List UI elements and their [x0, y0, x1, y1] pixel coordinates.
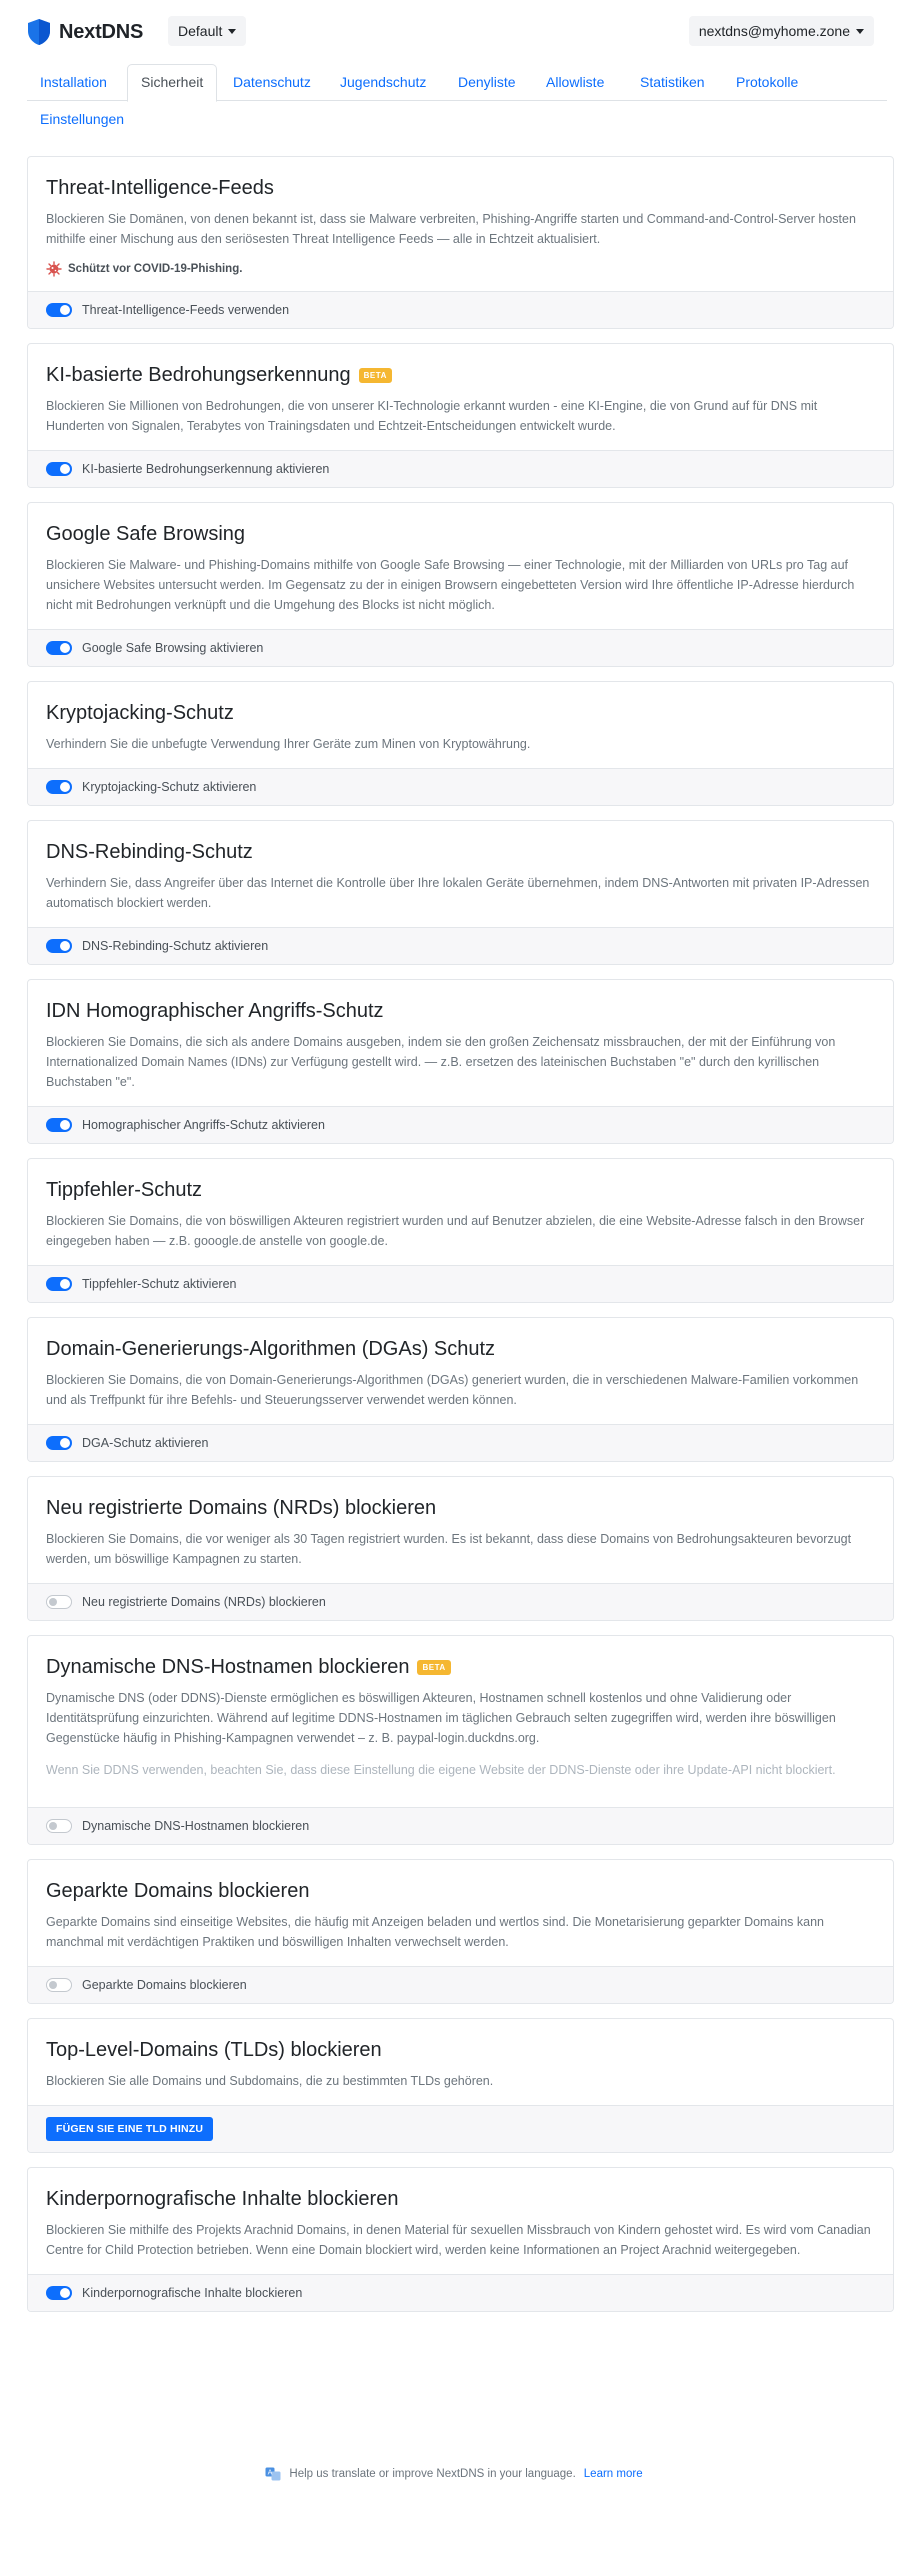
card-title: Kinderpornografische Inhalte blockieren — [46, 2187, 399, 2210]
tab-jugendschutz[interactable]: Jugendschutz — [340, 74, 427, 90]
card-title: Google Safe Browsing — [46, 523, 246, 545]
card-parked-domains — [27, 1859, 894, 2004]
security-settings — [27, 156, 894, 2312]
covid-note — [46, 261, 875, 277]
toggle-label: Kryptojacking-Schutz aktivieren — [82, 780, 257, 794]
card-footer — [28, 2105, 893, 2152]
tab-statistiken[interactable]: Statistiken — [640, 74, 705, 90]
cryptojacking-toggle[interactable] — [46, 780, 72, 794]
logo[interactable] — [27, 18, 143, 46]
tab-installation[interactable]: Installation — [40, 74, 107, 90]
typosquatting-toggle[interactable] — [46, 1277, 72, 1291]
card-tld-blocking — [27, 2018, 894, 2153]
tab-sicherheit[interactable]: Sicherheit — [127, 64, 217, 102]
toggle-label: DGA-Schutz aktivieren — [82, 1436, 209, 1450]
tab-datenschutz[interactable]: Datenschutz — [233, 74, 311, 90]
nrd-toggle[interactable] — [46, 1595, 72, 1609]
csam-toggle[interactable] — [46, 2286, 72, 2300]
parked-domains-toggle[interactable] — [46, 1978, 72, 1992]
card-google-safe-browsing — [27, 502, 894, 667]
card-title: KI-basierte Bedrohungserkennung BETA — [46, 364, 875, 387]
card-description: Verhindern Sie die unbefugte Verwendung Ihrer Geräte zum Minen von Kryptowährung. — [46, 737, 531, 751]
card-footer — [28, 768, 893, 805]
translate-icon — [265, 2466, 281, 2482]
caret-down-icon — [228, 29, 236, 34]
card-title: Neu registrierte Domains (NRDs) blockieren — [46, 1497, 437, 1519]
toggle-label: Geparkte Domains blockieren — [82, 1977, 247, 1992]
card-description: Verhindern Sie, dass Angreifer über das Internet die Kontrolle über Ihre lokalen Geräte übernehmen, indem DNS-Antworten mit privaten IP-Adressen automatisch blockiert werden. — [46, 876, 870, 910]
homograph-toggle[interactable] — [46, 1118, 72, 1132]
card-description: Blockieren Sie mithilfe des Projekts Arachnid Domains, in denen Material für sexuellen Missbrauch von Kindern gehostet wird. Es wird vom Canadian Centre for Child Protection betrieben. Wenn eine Domain blockiert wird, werden keine Informationen an Project Arachnid weitergegeben. — [46, 2222, 871, 2257]
card-title: Kryptojacking-Schutz — [46, 702, 234, 724]
card-title: Tippfehler-Schutz — [46, 1179, 202, 1201]
threat-feeds-toggle[interactable] — [46, 303, 72, 317]
card-typosquatting — [27, 1158, 894, 1303]
dga-toggle[interactable] — [46, 1436, 72, 1450]
beta-badge: BETA — [417, 1660, 450, 1675]
card-title: IDN Homographischer Angriffs-Schutz — [46, 1000, 384, 1022]
caret-down-icon — [856, 29, 864, 34]
tab-einstellungen[interactable]: Einstellungen — [40, 111, 125, 127]
brand-name: NextDNS — [59, 20, 144, 43]
translation-footer — [0, 2466, 908, 2482]
shield-logo-icon — [27, 18, 51, 46]
learn-more-link[interactable]: Learn more — [583, 2468, 643, 2480]
card-description: Blockieren Sie Malware- und Phishing-Domains mithilfe von Google Safe Browsing — einer Technologie, mit der Milliarden von URLs pro Tag auf unsichere Websites untersucht werden. Im Gegensatz zu der in einigen Browsern eingebetteten Version wird Ihre öffentliche IP-Adresse hierdurch nicht mit Bedrohungen verknüpft und die Umgehung des Blocks ist nicht möglich. — [46, 558, 855, 612]
card-footer — [28, 2274, 893, 2311]
card-footer — [28, 1807, 893, 1844]
safe-browsing-toggle[interactable] — [46, 641, 72, 655]
card-footer — [28, 1966, 893, 2003]
card-footer — [28, 927, 893, 964]
top-bar — [0, 0, 908, 64]
card-ddns — [27, 1635, 894, 1845]
beta-badge: BETA — [359, 368, 392, 383]
card-description: Blockieren Sie Domains, die von Domain-Generierungs-Algorithmen (DGAs) generiert wurden, die in verschiedenen Malware-Familien vorkommen und als Treffpunkt für ihre Befehls- und Steuerungsserver verwendet werden können. — [46, 1373, 859, 1407]
card-title: Dynamische DNS-Hostnamen blockieren BETA — [46, 1656, 875, 1679]
toggle-label: KI-basierte Bedrohungserkennung aktivieren — [82, 462, 330, 476]
covid-note-text: Schützt vor COVID-19-Phishing. — [68, 263, 243, 275]
card-title: DNS-Rebinding-Schutz — [46, 841, 253, 863]
card-csam-blocking — [27, 2167, 894, 2312]
toggle-label: Google Safe Browsing aktivieren — [82, 641, 264, 655]
toggle-label: Tippfehler-Schutz aktivieren — [82, 1277, 237, 1291]
tab-allowliste[interactable]: Allowliste — [546, 74, 605, 90]
tab-protokolle[interactable]: Protokolle — [736, 74, 799, 90]
card-footer — [28, 450, 893, 487]
card-footer — [28, 1265, 893, 1302]
card-idn-homograph — [27, 979, 894, 1144]
toggle-label: DNS-Rebinding-Schutz aktivieren — [82, 939, 269, 953]
card-description: Blockieren Sie Domains, die sich als andere Domains ausgeben, indem sie den großen Zeichensatz missbrauchen, der mit der Einführung von Internationalized Domain Names (IDNs) zur Verfügung gestellt wird. — z.B. ersetzen des lateinischen Buchstaben "e" durch den kyrillischen Buchstaben "е". — [46, 1035, 836, 1089]
card-footer — [28, 1583, 893, 1620]
configuration-name: Default — [178, 23, 223, 39]
footer-text: Help us translate or improve NextDNS in your language. — [289, 2468, 576, 2480]
card-footer — [28, 291, 893, 328]
toggle-label: Dynamische DNS-Hostnamen blockieren — [82, 1818, 310, 1833]
card-description: Dynamische DNS (oder DDNS)-Dienste ermöglichen es böswilligen Akteuren, Hostnamen schnell kostenlos und ohne Validierung oder Identitätsprüfung einzurichten. Während auf legitime DDNS-Hostnamen im täglichen Gebrauch selten zugegriffen wird, werden ihre böswilligen Gegenstücke häufig in Phishing-Kampagnen verwendet – z. B. paypal-login.duckdns.org. — [46, 1691, 836, 1745]
ai-detection-toggle[interactable] — [46, 462, 72, 476]
svg-text:A: A — [268, 2468, 273, 2477]
configuration-dropdown[interactable] — [168, 16, 246, 46]
settings-tabs — [27, 64, 887, 134]
card-title: Top-Level-Domains (TLDs) blockieren — [46, 2038, 382, 2061]
add-tld-button[interactable]: FÜGEN SIE EINE TLD HINZU — [46, 2117, 213, 2141]
virus-icon — [46, 261, 62, 277]
toggle-label: Threat-Intelligence-Feeds verwenden — [82, 303, 290, 317]
card-ai-threat-detection — [27, 343, 894, 488]
card-cryptojacking — [27, 681, 894, 806]
account-email: nextdns@myhome.zone — [698, 23, 850, 39]
tab-denyliste[interactable]: Denyliste — [458, 74, 516, 90]
toggle-label: Homographischer Angriffs-Schutz aktivieren — [82, 1118, 325, 1132]
card-description: Blockieren Sie Domänen, von denen bekannt ist, dass sie Malware verbreiten, Phishing-Angriffe starten und Command-and-Control-Server hosten mithilfe einer Mischung aus den seriösesten Threat Intelligence Feeds — alle in Echtzeit aktualisiert. — [46, 212, 856, 246]
card-dns-rebinding — [27, 820, 894, 965]
toggle-label: Kinderpornografische Inhalte blockieren — [82, 2285, 303, 2300]
card-nrd — [27, 1476, 894, 1621]
card-footer — [28, 1424, 893, 1461]
card-title: Geparkte Domains blockieren — [46, 1879, 310, 1902]
card-threat-intelligence-feeds — [27, 156, 894, 329]
toggle-label: Neu registrierte Domains (NRDs) blockieren — [82, 1595, 326, 1609]
card-description: Blockieren Sie Domains, die von böswilligen Akteuren registriert wurden und auf Benutzer abzielen, die eine Website-Adresse falsch in den Browser eingegeben haben — z.B. gooogle.de anstelle von google.de. — [46, 1214, 865, 1248]
card-description: Blockieren Sie Millionen von Bedrohungen, die von unserer KI-Technologie erkannt wurden - eine KI-Engine, die von Grund auf für DNS mit Hunderten von Signalen, Terabytes von Trainingsdaten und Echtzeit-Entscheidungen entwickelt wurde. — [46, 399, 818, 433]
account-dropdown[interactable] — [689, 16, 874, 46]
card-dga — [27, 1317, 894, 1462]
card-description: Geparkte Domains sind einseitige Websites, die häufig mit Anzeigen beladen und wertlos sind. Die Monetarisierung geparkter Domains kann manchmal mit verdächtigen Praktiken und böswilligen Inhalten verwechselt werden. — [46, 1914, 824, 1949]
card-description: Blockieren Sie alle Domains und Subdomains, die zu bestimmten TLDs gehören. — [46, 2073, 494, 2088]
dns-rebinding-toggle[interactable] — [46, 939, 72, 953]
card-note: Wenn Sie DDNS verwenden, beachten Sie, dass diese Einstellung die eigene Website der DDNS-Dienste oder ihre Update-API nicht blockiert. — [46, 1763, 836, 1777]
ddns-toggle[interactable] — [46, 1819, 72, 1833]
card-title: Threat-Intelligence-Feeds — [46, 177, 274, 199]
card-title: Domain-Generierungs-Algorithmen (DGAs) Schutz — [46, 1338, 496, 1360]
card-description: Blockieren Sie Domains, die vor weniger als 30 Tagen registriert wurden. Es ist bekannt, dass diese Domains von Bedrohungsakteuren bevorzugt werden, um böswillige Kampagnen zu starten. — [46, 1532, 852, 1566]
card-footer — [28, 1106, 893, 1143]
card-footer — [28, 629, 893, 666]
